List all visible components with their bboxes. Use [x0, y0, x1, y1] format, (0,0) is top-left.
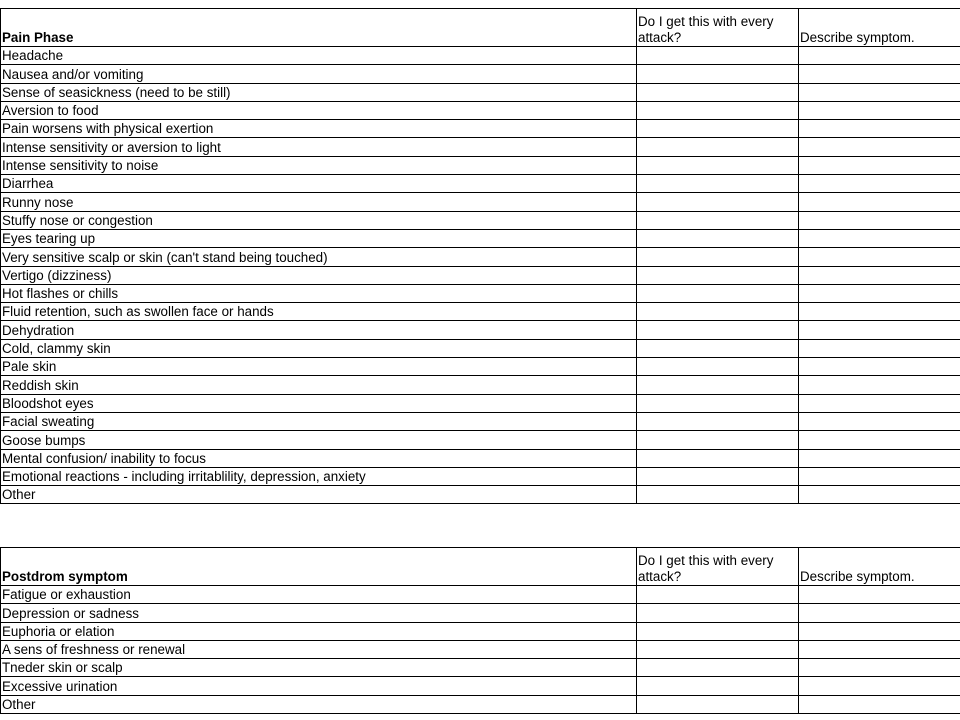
every-attack-cell[interactable] [637, 449, 799, 467]
pain-phase-table [0, 8, 960, 504]
symptom-name: Bloodshot eyes [1, 394, 637, 412]
table-row [1, 358, 960, 376]
table-row [1, 303, 960, 321]
symptom-name: Cold, clammy skin [1, 339, 637, 357]
describe-symptom-cell[interactable] [799, 193, 960, 211]
table-row [1, 120, 960, 138]
table-row [1, 321, 960, 339]
every-attack-cell[interactable] [637, 604, 799, 622]
describe-symptom-cell[interactable] [799, 431, 960, 449]
describe-symptom-cell[interactable] [799, 175, 960, 193]
describe-symptom-cell[interactable] [799, 284, 960, 302]
symptom-name: Tneder skin or scalp [1, 659, 637, 677]
every-attack-cell[interactable] [637, 303, 799, 321]
every-attack-cell[interactable] [637, 156, 799, 174]
describe-symptom-header: Describe symptom. [799, 9, 960, 47]
symptom-name: Dehydration [1, 321, 637, 339]
table-row [1, 412, 960, 430]
symptom-name: Runny nose [1, 193, 637, 211]
every-attack-cell[interactable] [637, 284, 799, 302]
postdrom-table [0, 547, 960, 714]
describe-symptom-cell[interactable] [799, 211, 960, 229]
every-attack-header: Do I get this with every attack? [637, 9, 799, 47]
table-row [1, 586, 960, 604]
describe-symptom-cell[interactable] [799, 640, 960, 658]
table-row [1, 65, 960, 83]
symptom-name: Pale skin [1, 358, 637, 376]
symptom-name: Hot flashes or chills [1, 284, 637, 302]
describe-symptom-cell[interactable] [799, 138, 960, 156]
table-row [1, 431, 960, 449]
symptom-name: Reddish skin [1, 376, 637, 394]
table-header-row [1, 548, 960, 586]
every-attack-cell[interactable] [637, 640, 799, 658]
symptom-name: Other [1, 695, 637, 713]
table-row [1, 193, 960, 211]
table-row [1, 211, 960, 229]
table-row [1, 449, 960, 467]
every-attack-cell[interactable] [637, 431, 799, 449]
table-row [1, 101, 960, 119]
describe-symptom-cell[interactable] [799, 303, 960, 321]
every-attack-cell[interactable] [637, 339, 799, 357]
table-row [1, 394, 960, 412]
table-row [1, 248, 960, 266]
every-attack-cell[interactable] [637, 376, 799, 394]
table-row [1, 659, 960, 677]
every-attack-cell[interactable] [637, 211, 799, 229]
every-attack-cell[interactable] [637, 83, 799, 101]
describe-symptom-cell[interactable] [799, 486, 960, 504]
describe-symptom-cell[interactable] [799, 156, 960, 174]
describe-symptom-header: Describe symptom. [799, 548, 960, 586]
symptom-name: Emotional reactions - including irritablility, depression, anxiety [1, 467, 637, 485]
table-row [1, 677, 960, 695]
describe-symptom-cell[interactable] [799, 622, 960, 640]
table-row [1, 175, 960, 193]
every-attack-cell[interactable] [637, 586, 799, 604]
every-attack-cell[interactable] [637, 321, 799, 339]
every-attack-cell[interactable] [637, 412, 799, 430]
symptom-name: Nausea and/or vomiting [1, 65, 637, 83]
table-row [1, 229, 960, 247]
every-attack-cell[interactable] [637, 229, 799, 247]
every-attack-cell[interactable] [637, 65, 799, 83]
every-attack-cell[interactable] [637, 101, 799, 119]
every-attack-cell[interactable] [637, 394, 799, 412]
every-attack-cell[interactable] [637, 266, 799, 284]
every-attack-cell[interactable] [637, 47, 799, 65]
symptom-name: Fluid retention, such as swollen face or hands [1, 303, 637, 321]
symptom-name: Eyes tearing up [1, 229, 637, 247]
symptom-name: Excessive urination [1, 677, 637, 695]
describe-symptom-cell[interactable] [799, 394, 960, 412]
table-row [1, 604, 960, 622]
describe-symptom-cell[interactable] [799, 412, 960, 430]
table-row [1, 83, 960, 101]
symptom-name: Very sensitive scalp or skin (can't stand being touched) [1, 248, 637, 266]
describe-symptom-cell[interactable] [799, 65, 960, 83]
every-attack-cell[interactable] [637, 138, 799, 156]
symptom-name: Intense sensitivity to noise [1, 156, 637, 174]
every-attack-cell[interactable] [637, 248, 799, 266]
table-row [1, 138, 960, 156]
describe-symptom-cell[interactable] [799, 101, 960, 119]
every-attack-cell[interactable] [637, 677, 799, 695]
every-attack-cell[interactable] [637, 193, 799, 211]
every-attack-cell[interactable] [637, 695, 799, 713]
describe-symptom-cell[interactable] [799, 659, 960, 677]
table-row [1, 640, 960, 658]
pain-phase-header: Pain Phase [1, 9, 637, 47]
every-attack-cell[interactable] [637, 659, 799, 677]
describe-symptom-cell[interactable] [799, 83, 960, 101]
describe-symptom-cell[interactable] [799, 467, 960, 485]
symptom-name: Aversion to food [1, 101, 637, 119]
postdrom-header: Postdrom symptom [1, 548, 637, 586]
symptom-name: Diarrhea [1, 175, 637, 193]
table-row [1, 47, 960, 65]
describe-symptom-cell[interactable] [799, 604, 960, 622]
describe-symptom-cell[interactable] [799, 321, 960, 339]
symptom-name: Depression or sadness [1, 604, 637, 622]
table-row [1, 376, 960, 394]
describe-symptom-cell[interactable] [799, 229, 960, 247]
symptom-name: Other [1, 486, 637, 504]
table-row [1, 622, 960, 640]
every-attack-cell[interactable] [637, 175, 799, 193]
describe-symptom-cell[interactable] [799, 248, 960, 266]
every-attack-header: Do I get this with every attack? [637, 548, 799, 586]
symptom-name: Facial sweating [1, 412, 637, 430]
describe-symptom-cell[interactable] [799, 120, 960, 138]
describe-symptom-cell[interactable] [799, 695, 960, 713]
symptom-name: Euphoria or elation [1, 622, 637, 640]
every-attack-cell[interactable] [637, 120, 799, 138]
symptom-name: Sense of seasickness (need to be still) [1, 83, 637, 101]
table-row [1, 156, 960, 174]
describe-symptom-cell[interactable] [799, 47, 960, 65]
symptom-name: A sens of freshness or renewal [1, 640, 637, 658]
table-row [1, 266, 960, 284]
table-row [1, 339, 960, 357]
describe-symptom-cell[interactable] [799, 339, 960, 357]
describe-symptom-cell[interactable] [799, 266, 960, 284]
every-attack-cell[interactable] [637, 622, 799, 640]
symptom-name: Goose bumps [1, 431, 637, 449]
describe-symptom-cell[interactable] [799, 677, 960, 695]
table-row [1, 486, 960, 504]
describe-symptom-cell[interactable] [799, 449, 960, 467]
table-row [1, 284, 960, 302]
symptom-name: Mental confusion/ inability to focus [1, 449, 637, 467]
describe-symptom-cell[interactable] [799, 376, 960, 394]
table-row [1, 695, 960, 713]
symptom-name: Pain worsens with physical exertion [1, 120, 637, 138]
every-attack-cell[interactable] [637, 486, 799, 504]
table-row [1, 467, 960, 485]
table-header-row [1, 9, 960, 47]
symptom-name: Fatigue or exhaustion [1, 586, 637, 604]
symptom-name: Headache [1, 47, 637, 65]
every-attack-cell[interactable] [637, 467, 799, 485]
symptom-name: Intense sensitivity or aversion to light [1, 138, 637, 156]
every-attack-cell[interactable] [637, 358, 799, 376]
symptom-name: Stuffy nose or congestion [1, 211, 637, 229]
describe-symptom-cell[interactable] [799, 586, 960, 604]
describe-symptom-cell[interactable] [799, 358, 960, 376]
symptom-name: Vertigo (dizziness) [1, 266, 637, 284]
